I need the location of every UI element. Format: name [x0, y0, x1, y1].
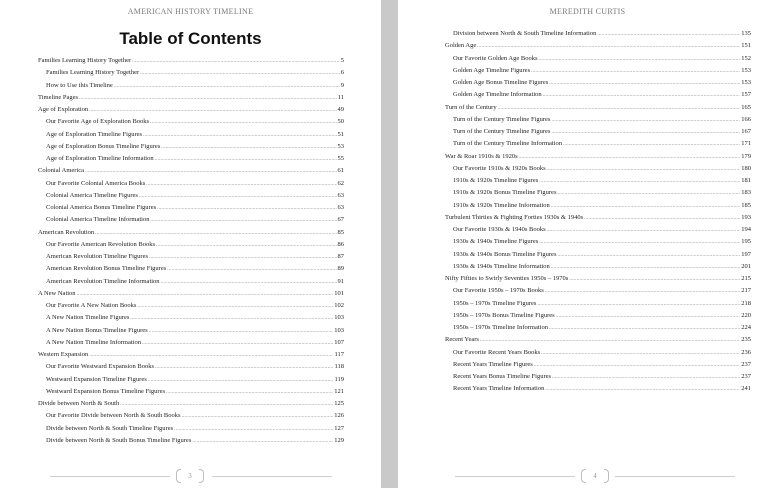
toc-entry-label: Timeline Pages [38, 93, 79, 101]
toc-subentry[interactable] [445, 138, 751, 150]
toc-section[interactable] [445, 102, 751, 114]
dot-leader [549, 323, 740, 335]
toc-entry-label: Golden Age Timeline Information [453, 91, 542, 99]
toc-subentry[interactable] [445, 310, 751, 322]
dot-leader [547, 164, 741, 176]
toc-entry-page: 62 [337, 179, 344, 187]
toc-entry-page: 197 [741, 250, 751, 258]
toc-entry-label: American Revolution Timeline Figures [46, 253, 149, 260]
toc-subentry[interactable] [38, 410, 344, 422]
toc-entry-label: 1930s & 1940s Timeline Information [453, 262, 550, 270]
toc-subentry[interactable] [445, 298, 751, 310]
toc-entry-page: 235 [741, 336, 751, 344]
dot-leader [584, 213, 740, 225]
toc-section[interactable] [38, 92, 344, 104]
dot-leader [156, 240, 336, 252]
toc-entry-label: A New Nation [38, 289, 76, 297]
toc-entry-label: Recent Years Timeline Information [453, 385, 545, 393]
toc-entry-page: 157 [741, 91, 751, 99]
dot-leader [545, 384, 740, 396]
toc-subentry[interactable] [445, 322, 751, 334]
toc-subentry[interactable] [38, 202, 344, 214]
toc-entry-page: 119 [334, 375, 344, 383]
toc-entry-label: Our Favorite Recent Years Books [453, 348, 541, 356]
dot-leader [167, 264, 336, 276]
toc-entry-page: 218 [741, 299, 751, 307]
page-number: 3 [176, 469, 204, 483]
dot-leader [539, 176, 740, 188]
toc-entry-page: 165 [741, 103, 751, 111]
toc-entry-page: 6 [340, 69, 344, 77]
toc-entry-page: 185 [741, 201, 751, 209]
toc-entry-page: 103 [334, 326, 344, 334]
toc-entry-page: 101 [334, 289, 344, 297]
toc-subentry[interactable] [38, 251, 344, 263]
dot-leader [161, 142, 336, 154]
left-page [0, 0, 381, 488]
toc-entry-page: 179 [741, 152, 751, 160]
toc-section[interactable] [445, 40, 751, 52]
dot-leader [155, 154, 337, 166]
toc-entry-label: Golden Age Timeline Figures [453, 66, 531, 74]
toc-subentry[interactable] [445, 261, 751, 273]
toc-subentry[interactable] [445, 359, 751, 371]
dot-leader [161, 277, 337, 289]
toc-list [38, 55, 344, 447]
toc-entry-label: Our Favorite Golden Age Books [453, 54, 538, 62]
toc-entry-page: 224 [741, 324, 751, 331]
dot-leader [539, 54, 741, 66]
toc-entry-label: A New Nation Timeline Figures [46, 314, 130, 322]
toc-entry-page: 50 [337, 118, 344, 126]
toc-entry-page: 125 [334, 400, 344, 407]
dot-leader [552, 372, 740, 384]
toc-subentry[interactable] [38, 263, 344, 275]
toc-entry-page: 167 [741, 128, 751, 135]
toc-entry-label: Golden Age Bonus Timeline Figures [453, 79, 549, 86]
toc-entry-label: Divide between North & South [38, 400, 120, 407]
toc-entry-page: 85 [337, 228, 344, 236]
toc-section[interactable] [38, 398, 344, 410]
toc-subentry[interactable] [38, 325, 344, 337]
toc-entry-label: A New Nation Bonus Timeline Figures [46, 326, 148, 334]
toc-entry-label: Colonial America Bonus Timeline Figures [46, 204, 157, 211]
right-page [398, 0, 777, 488]
toc-subentry[interactable] [38, 239, 344, 251]
toc-subentry[interactable] [445, 200, 751, 212]
toc-subentry[interactable] [38, 116, 344, 128]
toc-entry-page: 153 [741, 79, 751, 86]
toc-section[interactable] [38, 288, 344, 300]
toc-entry-label: 1910s & 1920s Bonus Timeline Figures [453, 189, 557, 197]
dot-leader [114, 81, 340, 93]
toc-entry-label: Age of Exploration Timeline Information [46, 155, 154, 162]
toc-subentry[interactable] [38, 141, 344, 153]
toc-list [445, 28, 751, 396]
toc-section[interactable] [38, 55, 344, 67]
toc-subentry[interactable] [445, 175, 751, 187]
toc-entry-label: War & Roar 1910s & 1920s [445, 152, 518, 160]
dot-leader [551, 127, 740, 139]
toc-entry-label: Western Expansion [38, 351, 89, 358]
toc-entry-label: Our Favorite Westward Expansion Books [46, 363, 155, 371]
toc-entry-page: 180 [741, 164, 751, 172]
dot-leader [132, 56, 340, 68]
toc-entry-page: 153 [741, 66, 751, 74]
toc-entry-label: Colonial America Timeline Figures [46, 191, 138, 199]
toc-entry-label: A New Nation Timeline Information [46, 338, 141, 346]
dot-leader [150, 215, 336, 227]
dot-leader [537, 299, 740, 311]
toc-entry-label: Families Learning History Together [38, 57, 132, 64]
toc-section[interactable] [445, 334, 751, 346]
toc-entry-label: Recent Years [445, 336, 479, 344]
toc-entry-label: Westward Expansion Timeline Figures [46, 375, 147, 383]
toc-entry-page: 86 [337, 240, 344, 248]
toc-subentry[interactable] [445, 187, 751, 199]
toc-entry-page: 61 [337, 167, 344, 175]
toc-entry-label: Our Favorite A New Nation Books [46, 302, 137, 309]
toc-subentry[interactable] [38, 214, 344, 226]
dot-leader [545, 286, 740, 298]
dot-leader [139, 191, 337, 203]
footer-rule [212, 476, 332, 477]
toc-entry-page: 220 [741, 311, 751, 319]
dot-leader [549, 78, 740, 90]
page-title: Table of Contents [119, 29, 262, 48]
toc-entry-label: Our Favorite 1910s & 1920s Books [453, 164, 546, 172]
toc-entry-page: 63 [337, 191, 344, 199]
toc-entry-label: Our Favorite American Revolution Books [46, 240, 156, 248]
toc-subentry[interactable] [38, 178, 344, 190]
toc-entry-page: 63 [337, 204, 344, 211]
toc-subentry[interactable] [445, 53, 751, 65]
toc-entry-page: 195 [741, 238, 751, 246]
page-footer [0, 469, 381, 483]
toc-subentry[interactable] [38, 67, 344, 79]
dot-leader [149, 326, 334, 338]
toc-entry-page: 183 [741, 189, 751, 197]
toc-subentry[interactable] [38, 423, 344, 435]
toc-entry-page: 117 [334, 351, 344, 358]
toc-section[interactable] [445, 273, 751, 285]
toc-entry-label: 1910s & 1920s Timeline Information [453, 201, 550, 209]
toc-subentry[interactable] [445, 77, 751, 89]
toc-entry-page: 91 [337, 277, 344, 285]
toc-entry-label: Our Favorite Age of Exploration Books [46, 118, 150, 126]
toc-section[interactable] [38, 349, 344, 361]
toc-entry-label: Golden Age [445, 42, 477, 50]
toc-entry-page: 181 [741, 177, 751, 184]
toc-subentry[interactable] [445, 163, 751, 175]
toc-entry-page: 171 [741, 140, 751, 148]
toc-entry-page: 194 [741, 226, 751, 233]
toc-entry-page: 135 [741, 30, 751, 37]
toc-entry-page: 127 [334, 424, 344, 432]
toc-entry-page: 87 [337, 253, 344, 260]
toc-subentry[interactable] [445, 114, 751, 126]
toc-entry-page: 215 [741, 275, 751, 282]
toc-entry-page: 118 [334, 363, 344, 371]
dot-leader [146, 179, 336, 191]
toc-entry-label: Our Favorite 1930s & 1940s Books [453, 226, 546, 233]
toc-entry-page: 103 [334, 314, 344, 322]
toc-entry-page: 11 [337, 93, 344, 101]
running-head: AMERICAN HISTORY TIMELINE [127, 7, 254, 16]
toc-entry-label: Westward Expansion Bonus Timeline Figures [46, 387, 166, 395]
toc-entry-label: Our Favorite Divide between North & South Books [46, 412, 181, 420]
toc-subentry[interactable] [445, 28, 751, 40]
toc-entry-page: 151 [741, 42, 751, 50]
dot-leader [130, 313, 333, 325]
toc-entry-label: Age of Exploration [38, 106, 89, 113]
toc-section[interactable] [38, 104, 344, 116]
toc-entry-page: 129 [334, 436, 344, 444]
toc-entry-label: Division between North & South Timeline Information [453, 30, 597, 37]
footer-rule [455, 476, 575, 477]
toc-entry-label: 1910s & 1920s Timeline Figures [453, 177, 539, 184]
toc-entry-label: 1950s – 1970s Timeline Figures [453, 299, 537, 307]
toc-subentry[interactable] [38, 374, 344, 386]
toc-entry-label: 1930s & 1940s Timeline Figures [453, 238, 539, 246]
toc-entry-page: 89 [337, 265, 344, 273]
toc-entry-page: 49 [337, 106, 344, 113]
toc-entry-label: American Revolution [38, 228, 95, 236]
toc-subentry[interactable] [445, 285, 751, 297]
toc-entry-label: 1950s – 1970s Bonus Timeline Figures [453, 311, 555, 319]
toc-entry-page: 217 [741, 287, 751, 295]
toc-subentry[interactable] [445, 371, 751, 383]
dot-leader [149, 252, 336, 264]
dot-leader [79, 93, 337, 105]
toc-entry-label: American Revolution Timeline Information [46, 277, 160, 285]
toc-subentry[interactable] [445, 347, 751, 359]
dot-leader [534, 360, 740, 372]
toc-entry-label: 1930s & 1940s Bonus Timeline Figures [453, 250, 557, 258]
toc-subentry[interactable] [38, 300, 344, 312]
dot-leader [551, 262, 740, 274]
toc-entry-page: 107 [334, 338, 344, 346]
dot-leader [137, 301, 333, 313]
toc-entry-page: 53 [337, 142, 344, 150]
dot-leader [519, 152, 741, 164]
toc-entry-page: 152 [741, 54, 751, 62]
footer-rule [615, 476, 735, 477]
toc-subentry[interactable] [445, 236, 751, 248]
dot-leader [143, 130, 336, 142]
dot-leader [543, 90, 741, 102]
toc-entry-label: Turn of the Century Timeline Figures [453, 115, 551, 123]
toc-entry-label: 1950s – 1970s Timeline Information [453, 324, 548, 331]
toc-entry-page: 55 [337, 155, 344, 162]
dot-leader [148, 375, 334, 387]
running-head: MEREDITH CURTIS [549, 7, 626, 16]
toc-subentry[interactable] [38, 129, 344, 141]
toc-entry-label: Colonial America Timeline Information [46, 216, 150, 224]
dot-leader [557, 250, 740, 262]
toc-entry-page: 121 [334, 387, 344, 395]
toc-entry-page: 166 [741, 115, 751, 123]
dot-leader [140, 68, 340, 80]
toc-entry-page: 5 [340, 57, 344, 64]
toc-entry-label: Recent Years Timeline Figures [453, 360, 533, 368]
toc-entry-page: 193 [741, 213, 751, 221]
dot-leader [192, 436, 333, 448]
dot-leader [531, 66, 740, 78]
toc-entry-page: 237 [741, 373, 751, 380]
toc-entry-label: Turbulent Thirties & Fighting Forties 1930s & 1940s [445, 213, 584, 221]
toc-entry-page: 102 [334, 302, 344, 309]
dot-leader [547, 225, 741, 237]
toc-entry-label: Turn of the Century Timeline Information [453, 140, 562, 148]
dot-leader [166, 387, 333, 399]
dot-leader [155, 362, 333, 374]
dot-leader [597, 29, 740, 41]
toc-section[interactable] [445, 151, 751, 163]
toc-subentry[interactable] [445, 224, 751, 236]
toc-entry-page: 241 [741, 385, 751, 393]
toc-subentry[interactable] [38, 361, 344, 373]
dot-leader [556, 311, 741, 323]
toc-entry-page: 237 [741, 360, 751, 368]
dot-leader [569, 274, 740, 286]
toc-entry-page: 201 [741, 262, 751, 270]
dot-leader [551, 115, 740, 127]
toc-section[interactable] [445, 212, 751, 224]
toc-section[interactable] [38, 165, 344, 177]
toc-subentry[interactable] [38, 190, 344, 202]
toc-entry-label: Turn of the Century Timeline Figures [453, 128, 551, 135]
dot-leader [150, 117, 336, 129]
toc-entry-label: American Revolution Bonus Timeline Figures [46, 265, 167, 273]
dot-leader [157, 203, 336, 215]
toc-subentry[interactable] [38, 312, 344, 324]
toc-entry-page: 9 [340, 81, 344, 89]
toc-section[interactable] [38, 227, 344, 239]
dot-leader [563, 139, 740, 151]
toc-subentry[interactable] [38, 337, 344, 349]
toc-entry-label: Divide between North & South Bonus Timeline Figures [46, 436, 192, 444]
toc-subentry[interactable] [445, 383, 751, 395]
toc-subentry[interactable] [38, 153, 344, 165]
dot-leader [142, 338, 333, 350]
toc-entry-label: Our Favorite 1950s – 1970s Books [453, 287, 544, 295]
toc-entry-page: 236 [741, 348, 751, 356]
footer-rule [50, 476, 170, 477]
toc-subentry[interactable] [38, 80, 344, 92]
toc-subentry[interactable] [445, 65, 751, 77]
page-number: 4 [581, 469, 609, 483]
toc-entry-label: Families Learning History Together [46, 69, 140, 77]
toc-subentry[interactable] [445, 249, 751, 261]
dot-leader [174, 424, 333, 436]
page-footer [398, 469, 777, 483]
toc-entry-label: Age of Exploration Timeline Figures [46, 130, 143, 138]
dot-leader [539, 237, 740, 249]
toc-entry-page: 67 [337, 216, 344, 224]
toc-entry-label: Age of Exploration Bonus Timeline Figures [46, 142, 161, 150]
toc-entry-label: Colonial America [38, 167, 85, 175]
dot-leader [182, 411, 334, 423]
toc-entry-label: Our Favorite Colonial America Books [46, 179, 146, 187]
toc-entry-label: Nifty Fifties to Swirly Seventies 1950s – 1970s [445, 275, 569, 282]
toc-entry-label: Turn of the Century [445, 103, 497, 111]
toc-entry-page: 126 [334, 412, 344, 420]
toc-subentry[interactable] [445, 89, 751, 101]
dot-leader [557, 188, 740, 200]
toc-subentry[interactable] [445, 126, 751, 138]
toc-subentry[interactable] [38, 386, 344, 398]
toc-entry-label: Divide between North & South Timeline Figures [46, 424, 174, 432]
toc-entry-label: How to Use this Timeline [46, 81, 113, 89]
toc-entry-page: 51 [337, 130, 344, 138]
toc-subentry[interactable] [38, 276, 344, 288]
toc-subentry[interactable] [38, 435, 344, 447]
toc-entry-label: Recent Years Bonus Timeline Figures [453, 373, 552, 380]
dot-leader [541, 348, 740, 360]
